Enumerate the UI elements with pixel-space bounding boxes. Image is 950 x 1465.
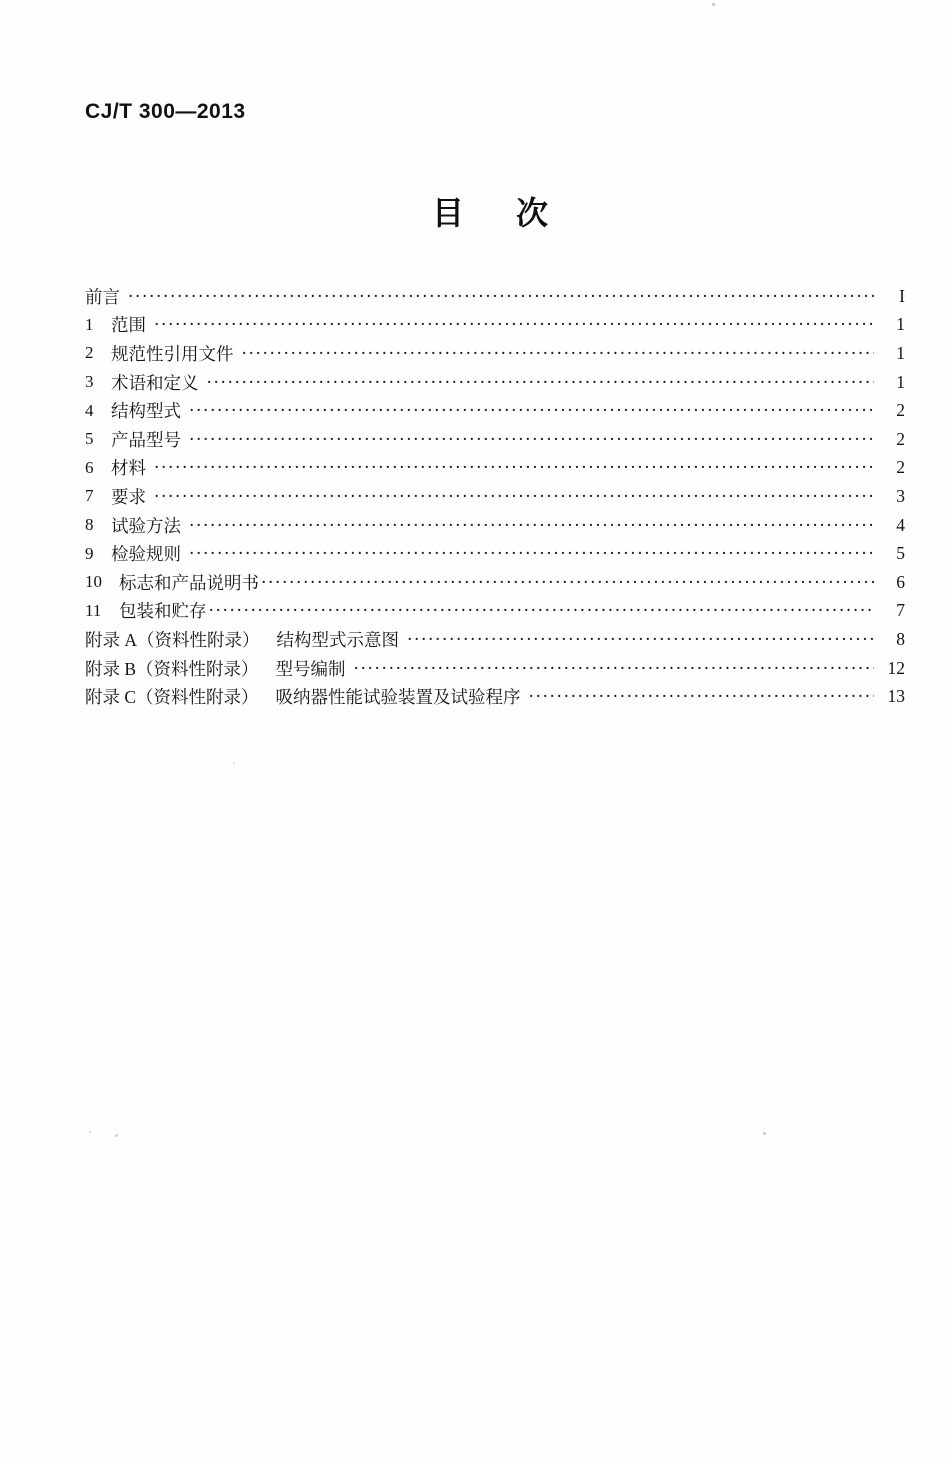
toc-page-number: 12 [887,657,905,678]
toc-page-number: 2 [896,428,905,449]
dot-leader [189,543,874,564]
toc-entry-8 [85,511,905,540]
scan-speck [233,762,235,764]
toc-entry-7 [85,482,905,511]
toc-page-number: 1 [896,314,905,335]
toc-entry-5 [85,425,905,454]
toc-entry-label: 前言 [85,286,120,307]
toc-entry-number: 2 [85,343,94,363]
toc-entry-number: 10 [85,572,102,592]
scan-speck [763,1132,766,1135]
toc-entry-number: 7 [85,486,94,506]
toc-page-number: 8 [896,628,905,649]
toc-entry-4 [85,396,905,425]
toc-entry-label: 要求 [111,486,146,507]
dot-leader [154,486,874,507]
dot-leader [154,314,874,335]
dot-leader [354,658,874,679]
toc-entry-label: 检验规则 [111,544,181,565]
toc-entry-number: 1 [85,314,94,334]
toc-entry-1 [85,311,905,340]
appendix-prefix: 附录 B（资料性附录） [85,658,259,679]
toc-entry-label: 包装和贮存 [119,601,207,622]
toc-entry-2 [85,339,905,368]
toc-entry-10 [85,568,905,597]
toc-entry-number: 3 [85,372,94,392]
dot-leader [261,572,874,593]
toc-entry-label: 型号编制 [275,658,346,679]
toc-entry-number: 6 [85,457,94,477]
dot-leader [128,286,874,307]
dot-leader [529,686,874,707]
toc-entry-label: 结构型式示意图 [276,629,400,650]
dot-leader [242,343,875,364]
toc-entry-label: 吸纳器性能试验装置及试验程序 [275,687,521,708]
toc-page-number: 2 [896,400,905,421]
scan-speck [89,1131,91,1133]
toc-entry-label: 标志和产品说明书 [119,572,259,593]
table-of-contents [85,282,905,711]
scan-speck [712,3,715,6]
toc-entry-label: 规范性引用文件 [111,343,234,364]
dot-leader [154,457,874,478]
dot-leader [407,629,874,650]
toc-entry-3 [85,368,905,397]
dot-leader [209,600,875,621]
toc-entry-label: 结构型式 [111,401,181,422]
dot-leader [189,400,874,421]
toc-entry-9 [85,539,905,568]
toc-page-number: 13 [887,686,905,707]
toc-page-number: 1 [896,342,905,363]
toc-page-number: 6 [896,571,905,592]
toc-entry-number: 5 [85,429,94,449]
dot-leader [189,429,874,450]
toc-page-number: 4 [896,514,905,535]
appendix-prefix: 附录 C（资料性附录） [85,687,259,708]
toc-entry-number: 11 [85,600,102,620]
toc-page-number: 1 [896,371,905,392]
toc-entry-label: 材料 [111,458,146,479]
appendix-prefix: 附录 A（资料性附录） [85,629,260,650]
toc-entry-label: 范围 [111,315,146,336]
toc-page-number: 3 [896,485,905,506]
toc-page-number: 7 [896,600,905,621]
toc-page-number: 5 [896,543,905,564]
toc-entry-11 [85,597,905,626]
page-title: 目 次 [431,195,558,231]
toc-entry-appendix-c [85,682,905,711]
toc-entry-number: 4 [85,400,94,420]
standard-number: CJ/T 300—2013 [85,100,246,123]
toc-page-number: 2 [896,457,905,478]
dot-leader [207,372,875,393]
dot-leader [189,515,874,536]
toc-entry-appendix-a [85,625,905,654]
toc-page-number: I [899,285,905,306]
toc-entry-foreword [85,282,905,311]
toc-entry-appendix-b [85,654,905,683]
toc-entry-label: 产品型号 [111,429,181,450]
toc-entry-number: 8 [85,515,94,535]
scan-speck [115,1134,118,1137]
toc-entry-label: 术语和定义 [111,372,199,393]
toc-entry-label: 试验方法 [111,515,181,536]
toc-entry-6 [85,454,905,483]
toc-entry-number: 9 [85,543,94,563]
